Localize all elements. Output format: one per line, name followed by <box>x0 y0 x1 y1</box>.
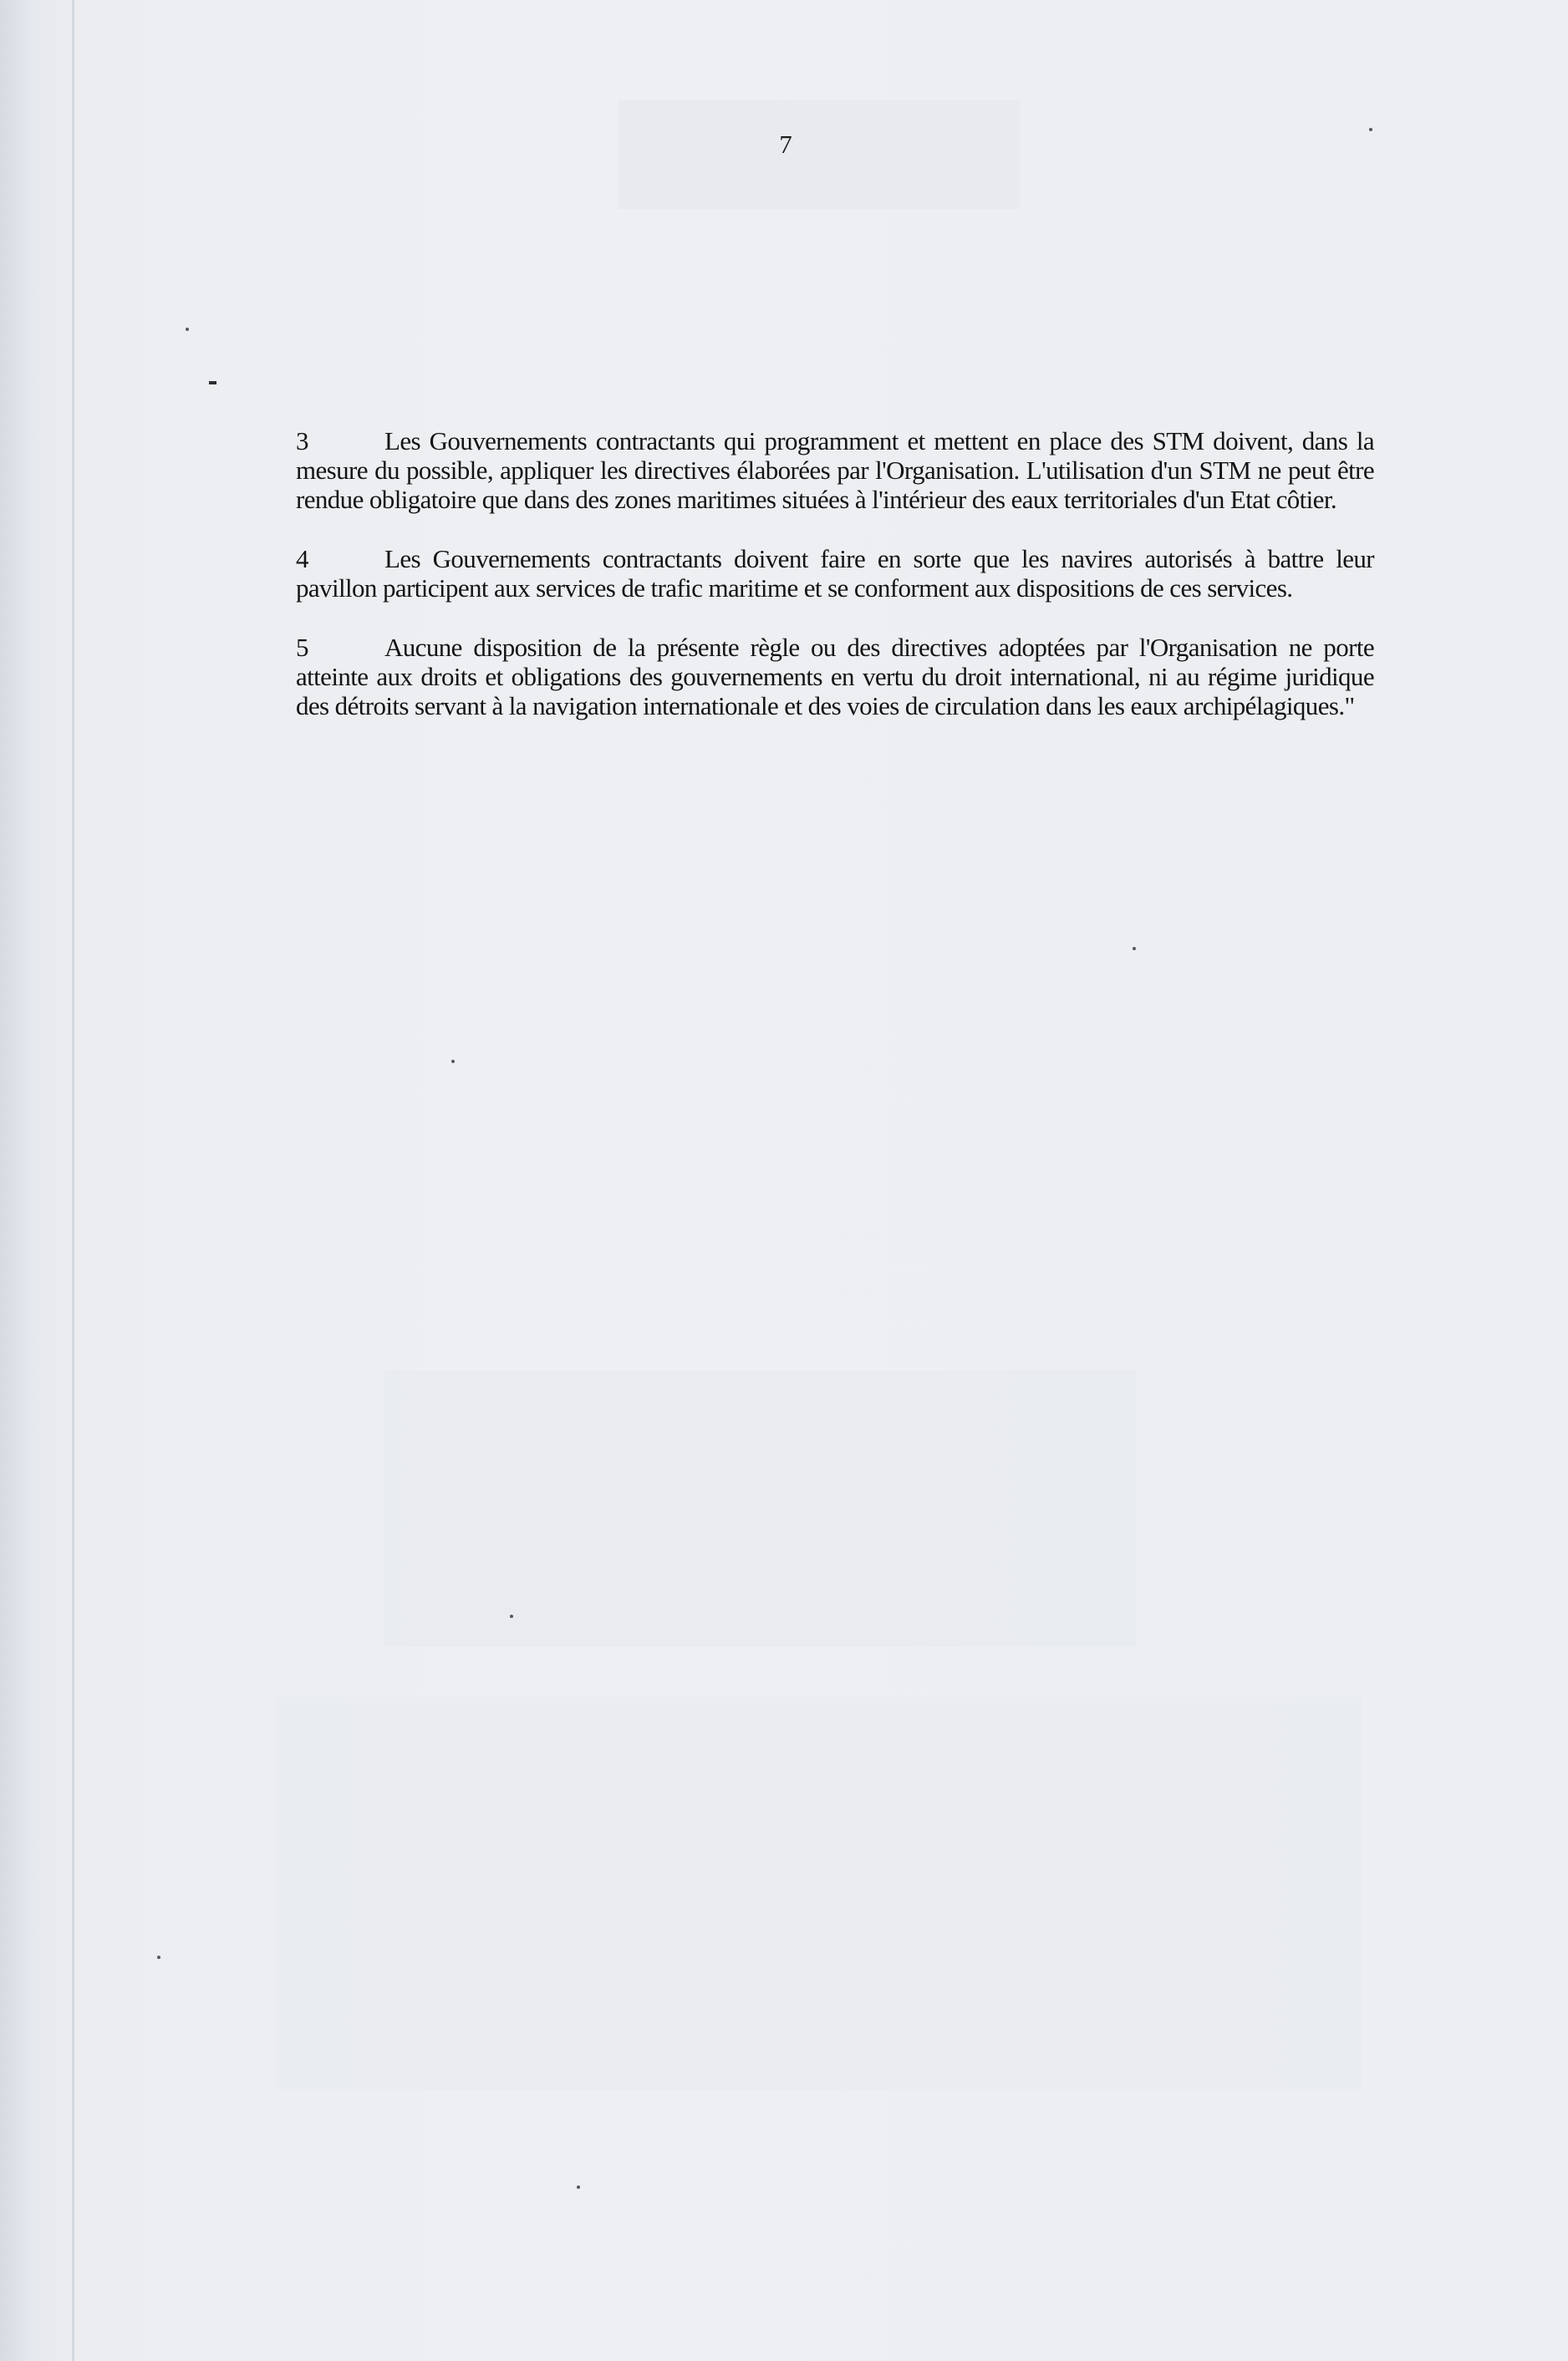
stray-mark <box>209 381 216 384</box>
page-number: 7 <box>779 130 792 159</box>
paragraph-number: 3 <box>296 426 308 455</box>
speck <box>577 2185 580 2189</box>
paragraph-text: Les Gouvernements contractants doivent faire en sorte que les navires autorisés à battre leur pavillon participent aux services de trafic maritime et se conforment aux dispositions de ces services. <box>296 544 1374 603</box>
speck <box>186 328 189 331</box>
speck <box>1133 947 1136 950</box>
speck <box>157 1956 160 1959</box>
paragraph-3 <box>296 426 1374 514</box>
paragraph-5 <box>296 633 1374 720</box>
show-through-block-footer <box>276 1697 1362 2089</box>
paragraph-4 <box>296 544 1374 603</box>
speck <box>510 1615 513 1618</box>
paragraph-text: Aucune disposition de la présente règle ou des directives adoptées par l'Organisation ne porte atteinte aux droits et obligations des gouvernements en vertu du droit international, ni au régime juridique des détroits servant à la navigation internationale et des voies de circulation dans les eaux archipélagiques." <box>296 633 1374 720</box>
show-through-block-top <box>619 100 1020 209</box>
paragraph-number: 5 <box>296 633 308 662</box>
speck <box>1369 128 1372 131</box>
paragraph-number: 4 <box>296 544 308 573</box>
speck <box>451 1060 455 1063</box>
show-through-block-lower <box>384 1371 1137 1646</box>
paragraph-text: Les Gouvernements contractants qui programment et mettent en place des STM doivent, dans la mesure du possible, appliquer les directives élaborées par l'Organisation. L'utilisation d'un STM ne peut être rendue obligatoire que dans des zones maritimes situées à l'intérieur des eaux territoriales d'un Etat côtier. <box>296 426 1374 514</box>
page-edge-shadow <box>72 0 74 2361</box>
regulation-text <box>296 426 1374 751</box>
